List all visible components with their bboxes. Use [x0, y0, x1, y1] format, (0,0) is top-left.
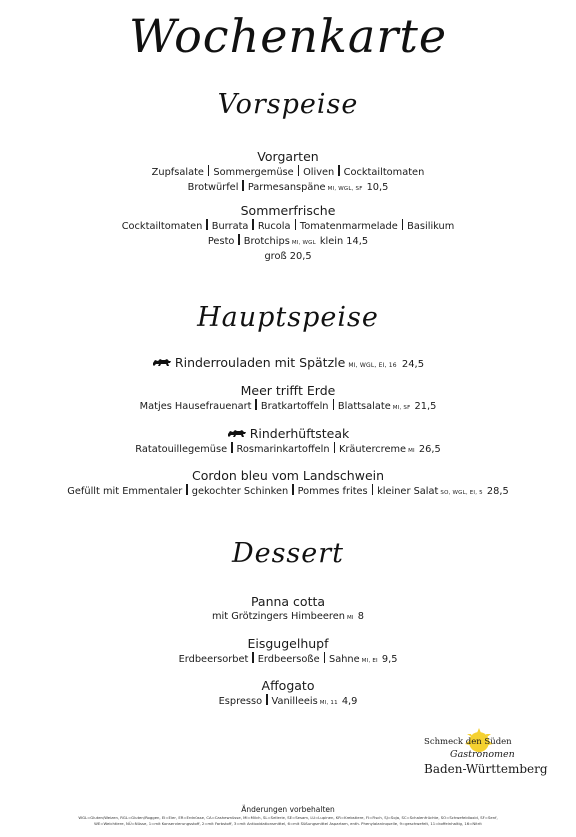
ingredient: Kräutercreme [338, 444, 407, 455]
dish-name: Panna cotta [250, 594, 326, 609]
dish-panna-cotta [0, 594, 576, 626]
ingredient: Brotwürfel [187, 181, 239, 193]
dish-ingredients [0, 610, 576, 626]
section-title-vorspeise: Vorspeise [217, 89, 359, 120]
ingredient: Cocktailtomaten [343, 167, 425, 178]
ingredient: mit Grötzingers Himbeeren [212, 611, 345, 622]
dish-price: 26,5 [418, 444, 441, 455]
separator [186, 484, 187, 495]
separator [206, 219, 207, 230]
ingredient: gekochter Schinken [191, 486, 289, 497]
ingredient: Parmesanspäne [247, 181, 326, 193]
dish-name: Meer trifft Erde [240, 383, 336, 398]
dish-price: 8 [357, 611, 364, 622]
allergen-legend-line: WE=Weichtiere, NÜ=Nüsse, 1=mit Konservierungsstoff, 2=mit Farbstoff, 3=mit Antioxidationsmittel, 6=mit Süßungsmittel Aspartam, enth. Phenylalaninquelle, 9=geschwefelt, 11=koffeinhaltig, 16=Nitrit [94, 820, 482, 826]
dish-meer-trifft-erde [0, 383, 576, 416]
dish-price: 10,5 [366, 181, 389, 193]
ingredient: Basilikum [407, 221, 455, 232]
dish-price: 21,5 [414, 401, 437, 412]
ingredient: Espresso [218, 696, 263, 707]
lion-icon [152, 357, 172, 368]
separator [231, 442, 232, 453]
ingredient: Sahne [329, 654, 360, 665]
allergen-codes: MI [408, 448, 415, 454]
ingredient: Pommes frites [297, 486, 368, 497]
separator [255, 399, 256, 410]
logo-line-1: Schmeck den Süden [424, 737, 512, 747]
dish-ingredients [0, 399, 576, 416]
lion-icon [227, 428, 247, 439]
ingredient: Rucola [257, 221, 291, 232]
ingredient: Burrata [211, 221, 249, 232]
ingredient: Pesto [207, 235, 235, 247]
dish-ingredients [0, 694, 576, 711]
section-title-hauptspeise: Hauptspeise [197, 302, 379, 333]
ingredient: Oliven [303, 167, 335, 178]
allergen-codes: MI [346, 615, 354, 621]
ingredient: Sommergemüse [213, 167, 294, 178]
ingredient: Rosmarinkartoffeln [236, 444, 330, 455]
dish-name: Cordon bleu vom Landschwein [191, 468, 385, 483]
dish-affogato [0, 678, 576, 711]
ingredient: Brotchips [243, 235, 290, 247]
dish-rinderhueftsteak [0, 426, 576, 459]
separator [292, 484, 293, 495]
dish-price-small: klein 14,5 [319, 235, 369, 247]
page-title: Wochenkarte [128, 9, 448, 63]
dish-price-large: groß 20,5 [264, 251, 312, 262]
separator [372, 484, 373, 495]
allergen-legend-line: WGL=Gluten/Weizen, RGL=Gluten/Roggen, EI=Eier, ER=Erdnüsse, CA=Cashewnüsse, MI=Milch, SL=Sellerie, SE=Sesam, LU=Lupinen, KR=Krebstiere, FI=Fisch, SJ=Soja, SC=Schalenfrüchte, SO=Schwefeldioxid, SF=Senf, [78, 815, 498, 820]
dish-ingredients [0, 165, 576, 180]
dish-name-line [0, 426, 576, 442]
ingredient: Cocktailtomaten [121, 221, 203, 232]
ingredient: kleiner Salat [377, 486, 439, 497]
dish-sommerfrische [0, 203, 576, 264]
schmeck-den-sueden-logo [420, 728, 560, 784]
ingredient: Erdbeersorbet [178, 654, 249, 665]
ingredient: Bratkartoffeln [260, 401, 329, 412]
separator [402, 219, 403, 230]
separator [266, 694, 267, 705]
ingredient: Zupfsalate [151, 167, 204, 178]
dish-ingredients [0, 180, 576, 197]
separator [242, 180, 243, 191]
ingredient: Gefüllt mit Emmentaler [67, 486, 183, 497]
dish-price: 9,5 [381, 654, 398, 665]
logo-line-2: Gastronomen [450, 749, 515, 760]
allergen-codes: MI, WGL, SF [327, 185, 363, 192]
separator [324, 652, 325, 663]
separator [338, 165, 339, 176]
dish-name: Eisgugelhupf [247, 636, 329, 651]
allergen-codes: MI, WGL, EI, 16 [348, 362, 397, 369]
allergen-codes: MI, SF [392, 405, 411, 411]
dish-name: Vorgarten [257, 149, 319, 164]
dish-name: Sommerfrische [240, 203, 336, 218]
footer-note: Änderungen vorbehalten [241, 805, 335, 814]
ingredient: Erdbeersoße [257, 654, 320, 665]
section-title-dessert: Dessert [231, 538, 345, 569]
separator [334, 442, 335, 453]
dish-ingredients [0, 234, 576, 251]
allergen-legend [14, 815, 562, 826]
allergen-codes: MI, WGL [291, 239, 316, 246]
ingredient: Vanilleeis [271, 696, 318, 707]
dish-name: Rinderrouladen mit Spätzle [174, 355, 346, 370]
ingredient: Tomatenmarmelade [299, 221, 398, 232]
dish-name: Rinderhüftsteak [249, 426, 350, 441]
ingredient: Ratatouillegemüse [135, 444, 228, 455]
dish-ingredients [0, 484, 576, 501]
dish-eisgugelhupf [0, 636, 576, 669]
separator [238, 234, 239, 245]
separator [208, 165, 209, 176]
dish-ingredients [0, 219, 576, 234]
separator [298, 165, 299, 176]
dish-name-line [0, 355, 576, 374]
ingredient: Matjes Hausefrauenart [139, 401, 252, 412]
allergen-codes: MI, EI [361, 658, 378, 664]
dish-price: 4,9 [341, 696, 358, 707]
separator [252, 652, 253, 663]
dish-cordon-bleu [0, 468, 576, 501]
dish-vorgarten [0, 149, 576, 196]
dish-ingredients [0, 652, 576, 669]
logo-line-3: Baden-Württemberg [424, 762, 548, 776]
separator [252, 219, 253, 230]
separator [295, 219, 296, 230]
dish-rinderrouladen [0, 355, 576, 374]
dish-ingredients [0, 442, 576, 459]
dish-name: Affogato [261, 678, 315, 693]
separator [333, 399, 334, 410]
allergen-codes: SO, WGL, EI, 5 [440, 490, 483, 496]
ingredient: Blattsalate [337, 401, 391, 412]
dish-price: 28,5 [486, 486, 509, 497]
allergen-codes: MI, 11 [319, 700, 338, 706]
dish-price: 24,5 [401, 359, 425, 370]
